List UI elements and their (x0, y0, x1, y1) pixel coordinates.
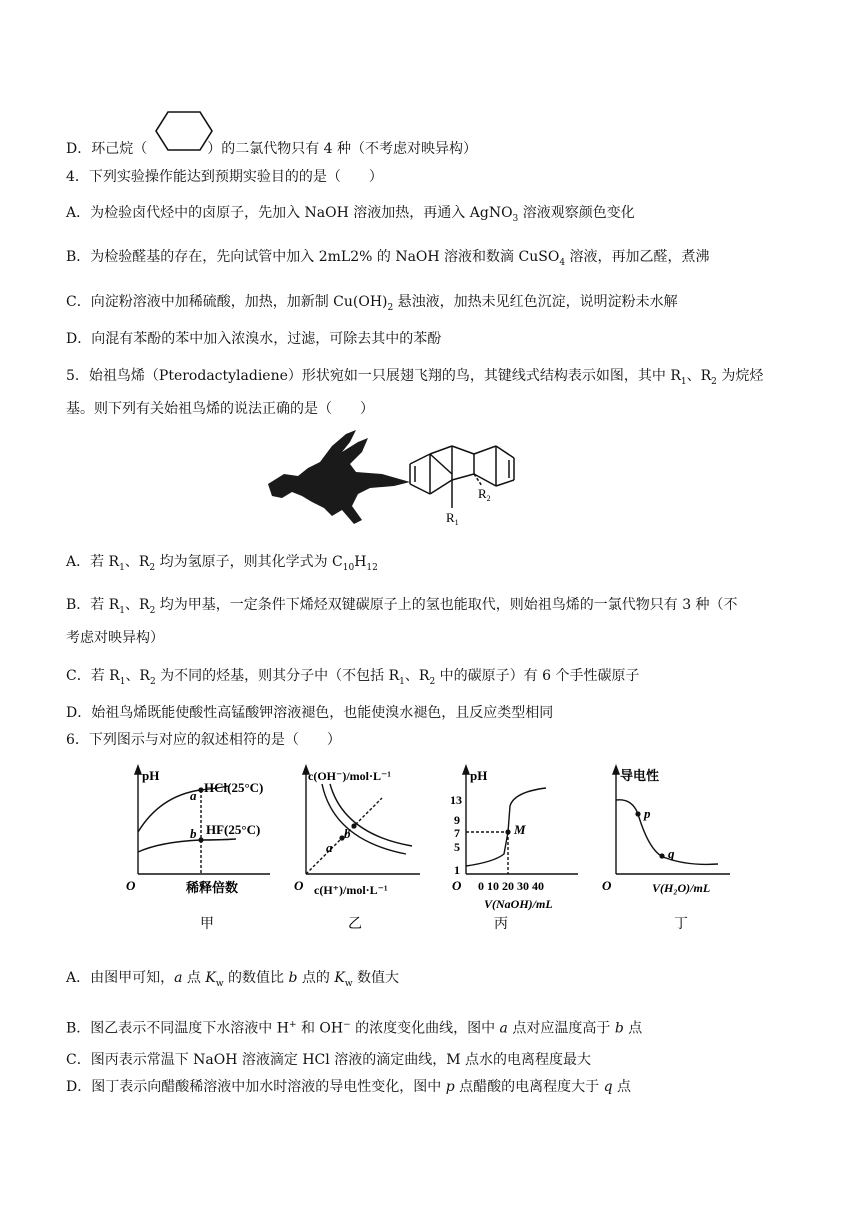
skeletal-structure (410, 446, 514, 508)
svg-text:9: 9 (454, 813, 460, 827)
svg-text:b: b (190, 826, 197, 841)
svg-text:丙: 丙 (494, 917, 508, 932)
graph-ding (596, 762, 736, 934)
bird-silhouette (268, 430, 410, 524)
q6-option-c: C．图丙表示常温下 NaOH 溶液滴定 HCl 溶液的滴定曲线，M 点水的电离程度最大 (66, 1052, 591, 1068)
svg-text:a: a (190, 788, 197, 803)
q4-option-a: A．为检验卤代烃中的卤原子，先加入 NaOH 溶液加热，再通入 AgNO$_3$ 溶液观察颜色变化 (66, 205, 635, 224)
svg-text:pH: pH (142, 768, 160, 783)
svg-text:13: 13 (450, 793, 462, 807)
q6-option-d: D．图丁表示向醋酸稀溶液中加水时溶液的导电性变化，图中 p 点醋酸的电离程度大于 q 点 (66, 1079, 631, 1095)
q4-option-d: D．向混有苯酚的苯中加入浓溴水，过滤，可除去其中的苯酚 (66, 331, 442, 347)
svg-text:HCl(25°C): HCl(25°C) (204, 780, 264, 795)
q5-option-b-cont: 考虑对映异构） (66, 630, 164, 646)
svg-text:丁: 丁 (674, 917, 688, 932)
q5-option-a: A．若 $R_1$、$R_2$ 均为氢原子，则其化学式为 $C_{10}H_{12}$ (66, 554, 378, 573)
svg-text:a: a (326, 840, 333, 855)
cyclohexane-figure (152, 106, 218, 156)
q3-option-d-tail: ）的二氯代物只有 4 种（不考虑对映异构） (207, 141, 478, 157)
r2-label: $R_2$ (478, 486, 491, 503)
graph-jia-point-b (198, 837, 203, 842)
svg-text:0 10 20 30 40: 0 10 20 30 40 (478, 879, 544, 893)
svg-text:甲: 甲 (200, 917, 214, 932)
q4-option-b: B．为检验醛基的存在，先向试管中加入 2mL2% 的 NaOH 溶液和数滴 CuSO$_4$ 溶液，再加乙醛，煮沸 (66, 249, 710, 268)
pterodactyladiene-figure (262, 424, 602, 534)
svg-text:O: O (294, 878, 304, 893)
svg-text:V(H₂O)/mL: V(H₂O)/mL (652, 881, 711, 895)
q5-option-b: B．若 $R_1$、$R_2$ 均为甲基，一定条件下烯烃双键碳原子上的氢也能取代，则始祖鸟烯的一氯代物只有 3 种（不 (66, 597, 738, 616)
svg-text:O: O (602, 878, 612, 893)
svg-text:乙: 乙 (348, 917, 362, 932)
graph-bing (442, 762, 584, 934)
q6-option-b: B．图乙表示不同温度下水溶液中 H+ 和 OH− 的浓度变化曲线，图中 a 点对应温度高于 b 点 (66, 1020, 643, 1037)
q5-stem-line1: 5．始祖鸟烯（Pterodactyladiene）形状宛如一只展翅飞翔的鸟，其键线式结构表示如图，其中 $R_1$、$R_2$ 为烷烃 (66, 368, 764, 387)
q5-stem-line2: 基。则下列有关始祖鸟烯的说法正确的是（ ） (66, 401, 374, 417)
svg-text:1: 1 (454, 863, 460, 877)
q4-stem: 4．下列实验操作能达到预期实验目的的是（ ） (66, 169, 383, 185)
graph-ding-conductivity-curve (616, 800, 718, 865)
q3-option-d (66, 139, 477, 159)
graph-yi (286, 762, 426, 934)
graph-jia-curve-hf (138, 839, 236, 852)
svg-text:7: 7 (454, 826, 460, 840)
graph-jia (120, 762, 280, 934)
svg-text:HF(25°C): HF(25°C) (206, 822, 261, 837)
q4-option-c: C．向淀粉溶液中加稀硫酸，加热，加新制 $Cu(OH)_2$ 悬浊液，加热未见红色沉淀，说明淀粉未水解 (66, 294, 678, 313)
svg-text:稀释倍数: 稀释倍数 (186, 880, 239, 895)
q5-option-c: C．若 $R_1$、$R_2$ 为不同的烃基，则其分子中（不包括 $R_1$、$R_2$ 中的碳原子）有 6 个手性碳原子 (66, 668, 640, 687)
graph-jia-point-a (198, 787, 203, 792)
svg-text:O: O (126, 878, 136, 893)
q3-option-d-text: D．环己烷（ (66, 141, 148, 157)
svg-text:5: 5 (454, 840, 460, 854)
svg-text:导电性: 导电性 (620, 768, 660, 783)
svg-text:b: b (344, 826, 351, 841)
svg-text:V(NaOH)/mL: V(NaOH)/mL (484, 897, 553, 911)
svg-text:p: p (644, 806, 651, 821)
svg-text:pH: pH (470, 768, 488, 783)
svg-text:q: q (668, 846, 675, 861)
graph-yi-curve-1 (322, 784, 406, 854)
svg-text:O: O (452, 878, 462, 893)
r1-label: $R_1$ (446, 510, 459, 527)
q5-option-d: D．始祖鸟烯既能使酸性高锰酸钾溶液褪色，也能使溴水褪色，且反应类型相同 (66, 705, 554, 721)
svg-text:c(OH⁻)/mol·L⁻¹: c(OH⁻)/mol·L⁻¹ (308, 769, 391, 783)
svg-text:c(H⁺)/mol·L⁻¹: c(H⁺)/mol·L⁻¹ (314, 883, 388, 897)
q6-option-a: A．由图甲可知，a 点 $K_w$ 的数值比 b 点的 $K_w$ 数值大 (66, 970, 399, 989)
graph-bing-titration-curve (466, 788, 546, 866)
svg-text:M: M (514, 822, 526, 837)
q6-stem: 6．下列图示与对应的叙述相符的是（ ） (66, 732, 341, 748)
